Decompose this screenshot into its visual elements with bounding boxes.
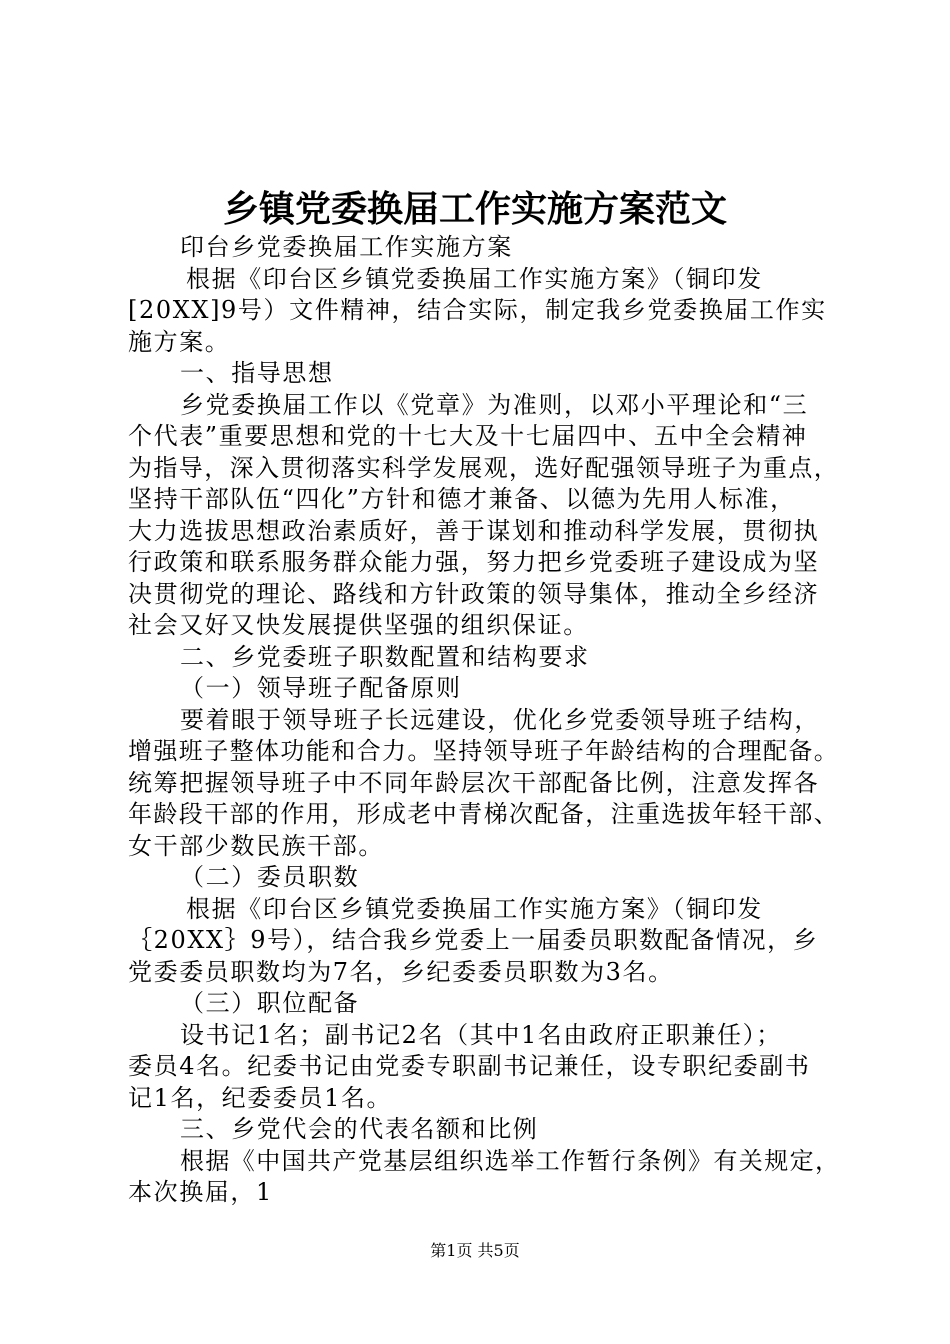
body-line: [20XX]9号）文件精神，结合实际，制定我乡党委换届工作实: [128, 296, 827, 324]
body-line: 根据《中国共产党基层组织选举工作暂行条例》有关规定，: [180, 1146, 841, 1175]
body-line: ｛20XX｝9号），结合我乡党委上一届委员职数配备情况，乡: [128, 926, 819, 954]
body-line: 三、乡党代会的代表名额和比例: [180, 1115, 539, 1143]
body-line: （三）职位配备: [180, 989, 360, 1017]
body-line: 委员4名。纪委书记由党委专职副书记兼任，设专职纪委副书: [128, 1052, 811, 1080]
body-line: 女干部少数民族干部。: [128, 831, 384, 860]
body-line: （二）委员职数: [180, 863, 360, 891]
body-line: 党委委员职数均为7名，乡纪委委员职数为3名。: [128, 957, 674, 986]
body-line: 要着眼于领导班子长远建设，优化乡党委领导班子结构，: [180, 705, 820, 734]
body-line: 大力选拔思想政治素质好，善于谋划和推动科学发展，贯彻执: [128, 516, 820, 545]
document-title: 乡镇党委换届工作实施方案范文: [222, 188, 727, 230]
body-line: 为指导，深入贯彻落实科学发展观，选好配强领导班子为重点，: [128, 453, 840, 482]
body-line: 社会又好又快发展提供坚强的组织保证。: [128, 611, 589, 639]
body-line: 记1名，纪委委员1名。: [128, 1083, 393, 1112]
body-line: （一）领导班子配备原则: [180, 674, 462, 702]
page-footer: 第1页 共5页: [430, 1241, 520, 1260]
body-line: 统筹把握领导班子中不同年龄层次干部配备比例，注意发挥各: [128, 768, 820, 797]
body-line: 坚持干部队伍“四化”方针和德才兼备、以德为先用人标准，: [128, 485, 796, 513]
body-line: 根据《印台区乡镇党委换届工作实施方案》（铜印发: [186, 264, 763, 293]
document-body: [128, 232, 841, 1209]
body-line: 增强班子整体功能和合力。坚持领导班子年龄结构的合理配备。: [128, 737, 840, 765]
body-line: 本次换届，1: [128, 1178, 273, 1206]
body-line: 一、指导思想: [180, 359, 334, 387]
body-line: 个代表”重要思想和党的十七大及十七届四中、五中全会精神: [128, 422, 808, 450]
body-line: 年龄段干部的作用，形成老中青梯次配备，注重选拔年轻干部、: [128, 800, 840, 828]
body-line: 二、乡党委班子职数配置和结构要求: [180, 642, 590, 671]
body-line: 根据《印台区乡镇党委换届工作实施方案》（铜印发: [186, 894, 763, 923]
body-line: 设书记1名；副书记2名（其中1名由政府正职兼任）；: [180, 1020, 782, 1049]
body-line: 乡党委换届工作以《党章》为准则，以邓小平理论和“三: [180, 390, 809, 419]
body-line: 施方案。: [128, 327, 231, 356]
body-line: 行政策和联系服务群众能力强，努力把乡党委班子建设成为坚: [128, 548, 820, 576]
body-line: 印台乡党委换届工作实施方案: [180, 233, 513, 261]
body-line: 决贯彻党的理论、路线和方针政策的领导集体，推动全乡经济: [128, 579, 820, 608]
